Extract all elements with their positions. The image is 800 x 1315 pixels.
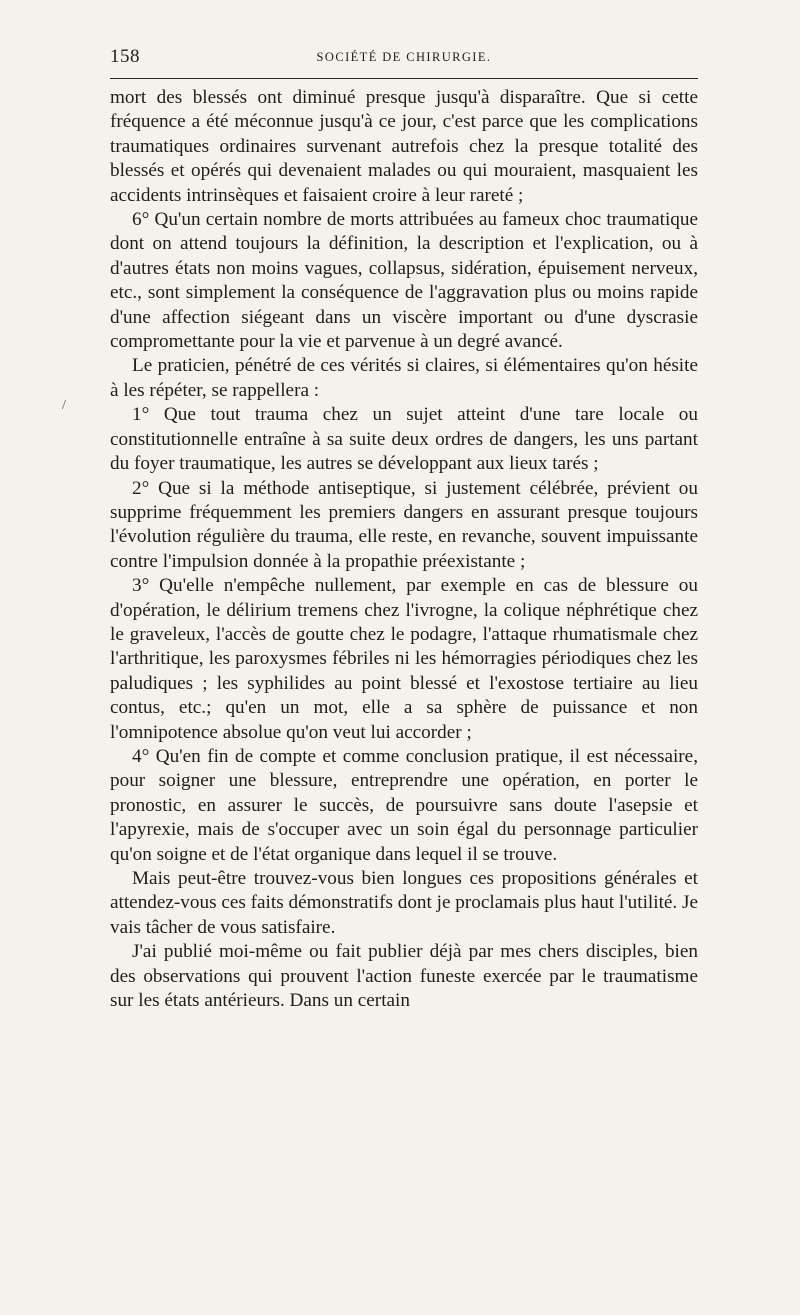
page-header (110, 46, 698, 74)
paragraph-published: J'ai publié moi-même ou fait publier déjà par mes chers disciples, bien des observations qui prouvent l'action funeste exercée par le traumatisme sur les états antérieurs. Dans un certain (110, 941, 698, 1012)
paragraph-but-perhaps: Mais peut-être trouvez-vous bien longues ces propositions générales et attendez-vous ces faits démonstratifs dont je proclamais plus haut l'utilité. Je vais tâcher de vous satisfaire. (110, 868, 698, 938)
paragraph-point-1: 1° Que tout trauma chez un sujet atteint d'une tare locale ou constitutionnelle entraîne à sa suite deux ordres de dangers, les uns partant du foyer traumatique, les autres se développant aux lieux tarés ; (110, 404, 698, 475)
paragraph-point-3: 3° Qu'elle n'empêche nullement, par exemple en cas de blessure ou d'opération, le délirium tremens chez l'ivrogne, la colique néphrétique chez le graveleux, l'accès de goutte chez le podagre, l'attaque rhumatismale chez l'arthritique, les paroxysmes fébriles ni les hémorragies périodiques chez les paludiques ; les syphilides au point blessé et l'exostose tertiaire au lieu contus, etc.; qu'en un mot, elle a sa sphère de puissance et non l'omnipotence absolue qu'on veut lui accorder ; (110, 575, 698, 743)
paragraph-continuation: mort des blessés ont diminué presque jusqu'à disparaître. Que si cette fréquence a été méconnue jusqu'à ce jour, c'est parce que les complications traumatiques ordinaires survenant autrefois chez la presque totalité des blessés et opérés qui devenaient malades ou qui mouraient, masquaient les accidents intrinsèques et faisaient croire à leur rareté ; (110, 87, 698, 206)
paragraph-point-2: 2° Que si la méthode antiseptique, si justement célébrée, prévient ou supprime fréquemment les premiers dangers en assurant presque toujours l'évolution régulière du trauma, elle reste, en revanche, souvent impuissante contre l'impulsion donnée à la propathie préexistante ; (110, 477, 698, 572)
running-title: SOCIÉTÉ DE CHIRURGIE. (316, 50, 492, 64)
paragraph-point-4: 4° Qu'en fin de compte et comme conclusion pratique, il est nécessaire, pour soigner une blessure, entreprendre une opération, en porter le pronostic, en assurer le succès, de poursuivre sans doute l'asepsie et l'apyrexie, mais de s'occuper avec un soin égal du personnage particulier qu'on soigne et de l'état organique dans lequel il se trouve. (110, 745, 698, 865)
page-number: 158 (110, 46, 140, 67)
paragraph-practitioner: Le praticien, pénétré de ces vérités si claires, si élémentaires qu'on hésite à les répéter, se rappellera : (110, 355, 698, 401)
paragraph-point-6: 6° Qu'un certain nombre de morts attribuées au fameux choc traumatique dont on attend toujours la définition, la description et l'explication, ou à d'autres états non moins vagues, collapsus, sidération, épuisement nerveux, etc., sont simplement la conséquence de l'aggravation plus ou moins rapide d'une affection siégeant dans un viscère important ou d'une dyscrasie compromettante pour la vie et parvenue à un degré avancé. (110, 209, 698, 353)
margin-mark: / (62, 398, 66, 413)
header-rule (110, 78, 698, 79)
body-text (110, 86, 698, 1013)
